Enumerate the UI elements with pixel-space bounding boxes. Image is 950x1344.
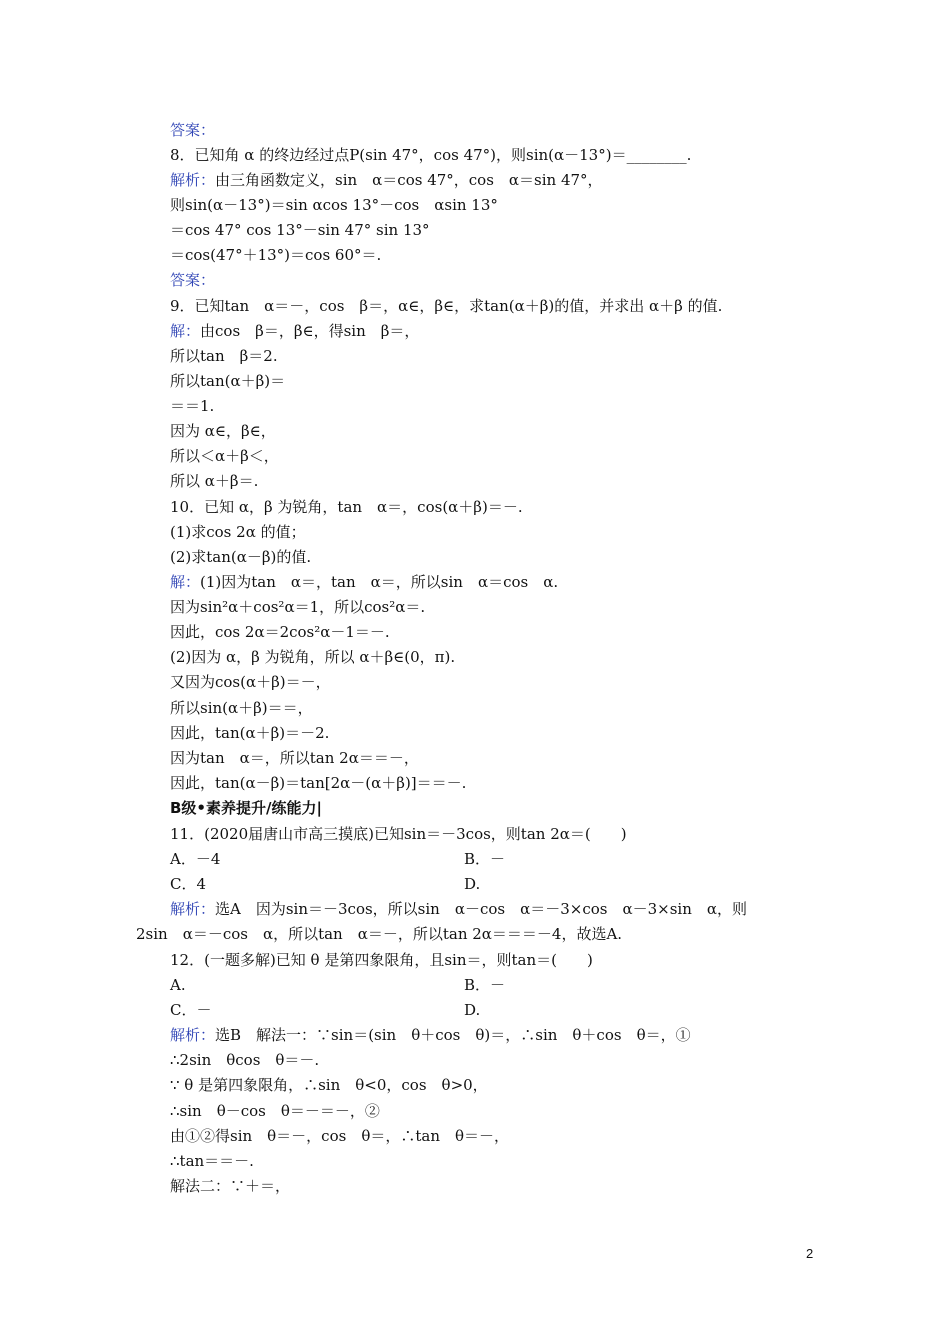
option-c: C．4 bbox=[170, 875, 207, 893]
text-line: 所以＜α＋β＜， bbox=[170, 447, 279, 465]
text-line: 又因为cos(α＋β)＝－， bbox=[170, 673, 331, 691]
option-d: D. bbox=[464, 1001, 481, 1019]
text-line: 因为tan α＝，所以tan 2α＝＝－， bbox=[170, 749, 419, 767]
text-line: 因此，tan(α＋β)＝－2. bbox=[170, 724, 330, 742]
text-line: 因为 α∈，β∈， bbox=[170, 422, 276, 440]
answer-label: 答案： bbox=[170, 121, 216, 139]
option-a: A．－4 bbox=[170, 850, 221, 868]
text-line: 所以sin(α＋β)＝＝， bbox=[170, 699, 313, 717]
analysis-line: 解析：由三角函数定义，sin α＝cos 47°，cos α＝sin 47°， bbox=[170, 171, 603, 189]
text-line: 所以 α＋β＝. bbox=[170, 472, 259, 490]
text-line: ∵ θ 是第四象限角，∴sin θ<0，cos θ>0， bbox=[170, 1076, 488, 1094]
analysis-label: 解析： bbox=[170, 1026, 216, 1044]
option-d: D. bbox=[464, 875, 481, 893]
text-line: (1)求cos 2α 的值； bbox=[170, 523, 306, 541]
solution-line: 解：(1)因为tan α＝，tan α＝，所以sin α＝cos α. bbox=[170, 573, 559, 591]
question-10: 10．已知 α，β 为锐角，tan α＝，cos(α＋β)＝－. bbox=[170, 498, 523, 516]
answer-line bbox=[170, 268, 215, 293]
answer-label: 答案： bbox=[170, 271, 216, 289]
question-11: 11．(2020届唐山市高三摸底)已知sin＝－3cos，则tan 2α＝( ) bbox=[170, 825, 627, 843]
solution-line: 解：由cos β＝，β∈，得sin β＝， bbox=[170, 322, 420, 340]
option-c: C．－ bbox=[170, 1001, 212, 1019]
section-heading: B级•素养提升/练能力| bbox=[170, 799, 322, 817]
question-8: 8．已知角 α 的终边经过点P(sin 47°，cos 47°)，则sin(α－13°)＝________. bbox=[170, 146, 692, 164]
text-line: 所以tan(α＋β)＝ bbox=[170, 372, 286, 390]
text-line: 解法二：∵＋＝， bbox=[170, 1177, 291, 1195]
text-line: 则sin(α－13°)＝sin αcos 13°－cos αsin 13° bbox=[170, 196, 498, 214]
text-line: 由①②得sin θ＝－，cos θ＝，∴tan θ＝－， bbox=[170, 1127, 510, 1145]
option-b: B．－ bbox=[464, 850, 506, 868]
page-number: 2 bbox=[806, 1246, 814, 1261]
text-line: ∴2sin θcos θ＝－. bbox=[170, 1051, 320, 1069]
text-line: ∴tan＝＝－. bbox=[170, 1152, 254, 1170]
analysis-label: 解析： bbox=[170, 171, 216, 189]
option-a: A. bbox=[170, 976, 186, 994]
text-line: 所以tan β＝2. bbox=[170, 347, 278, 365]
analysis-line: 解析：选A 因为sin＝－3cos，所以sin α－cos α＝－3×cos α－3×sin α，则 bbox=[170, 900, 747, 918]
text-line: 2sin α＝－cos α，所以tan α＝－，所以tan 2α＝＝＝－4，故选A. bbox=[136, 925, 623, 943]
text-line: ＝＝1. bbox=[170, 397, 215, 415]
question-9: 9．已知tan α＝－，cos β＝，α∈，β∈，求tan(α＋β)的值，并求出 α＋β 的值. bbox=[170, 297, 723, 315]
solution-label: 解： bbox=[170, 573, 201, 591]
text-line: ＝cos 47° cos 13°－sin 47° sin 13° bbox=[170, 221, 430, 239]
text-line: ∴sin θ－cos θ＝－＝－，② bbox=[170, 1102, 380, 1120]
text-line: 因此，tan(α－β)＝tan[2α－(α＋β)]＝＝－. bbox=[170, 774, 467, 792]
text-line: (2)求tan(α－β)的值. bbox=[170, 548, 312, 566]
answer-line bbox=[170, 118, 215, 143]
text-line: (2)因为 α，β 为锐角，所以 α＋β∈(0，π). bbox=[170, 648, 456, 666]
analysis-label: 解析： bbox=[170, 900, 216, 918]
analysis-line: 解析：选B 解法一：∵sin＝(sin θ＋cos θ)＝，∴sin θ＋cos θ＝，① bbox=[170, 1026, 691, 1044]
text-line: 因此，cos 2α＝2cos²α－1＝－. bbox=[170, 623, 390, 641]
text-line: 因为sin²α＋cos²α＝1，所以cos²α＝. bbox=[170, 598, 426, 616]
text-line: ＝cos(47°＋13°)＝cos 60°＝. bbox=[170, 246, 382, 264]
solution-label: 解： bbox=[170, 322, 201, 340]
question-12: 12．(一题多解)已知 θ 是第四象限角，且sin＝，则tan＝( ) bbox=[170, 951, 593, 969]
option-b: B．－ bbox=[464, 976, 506, 994]
